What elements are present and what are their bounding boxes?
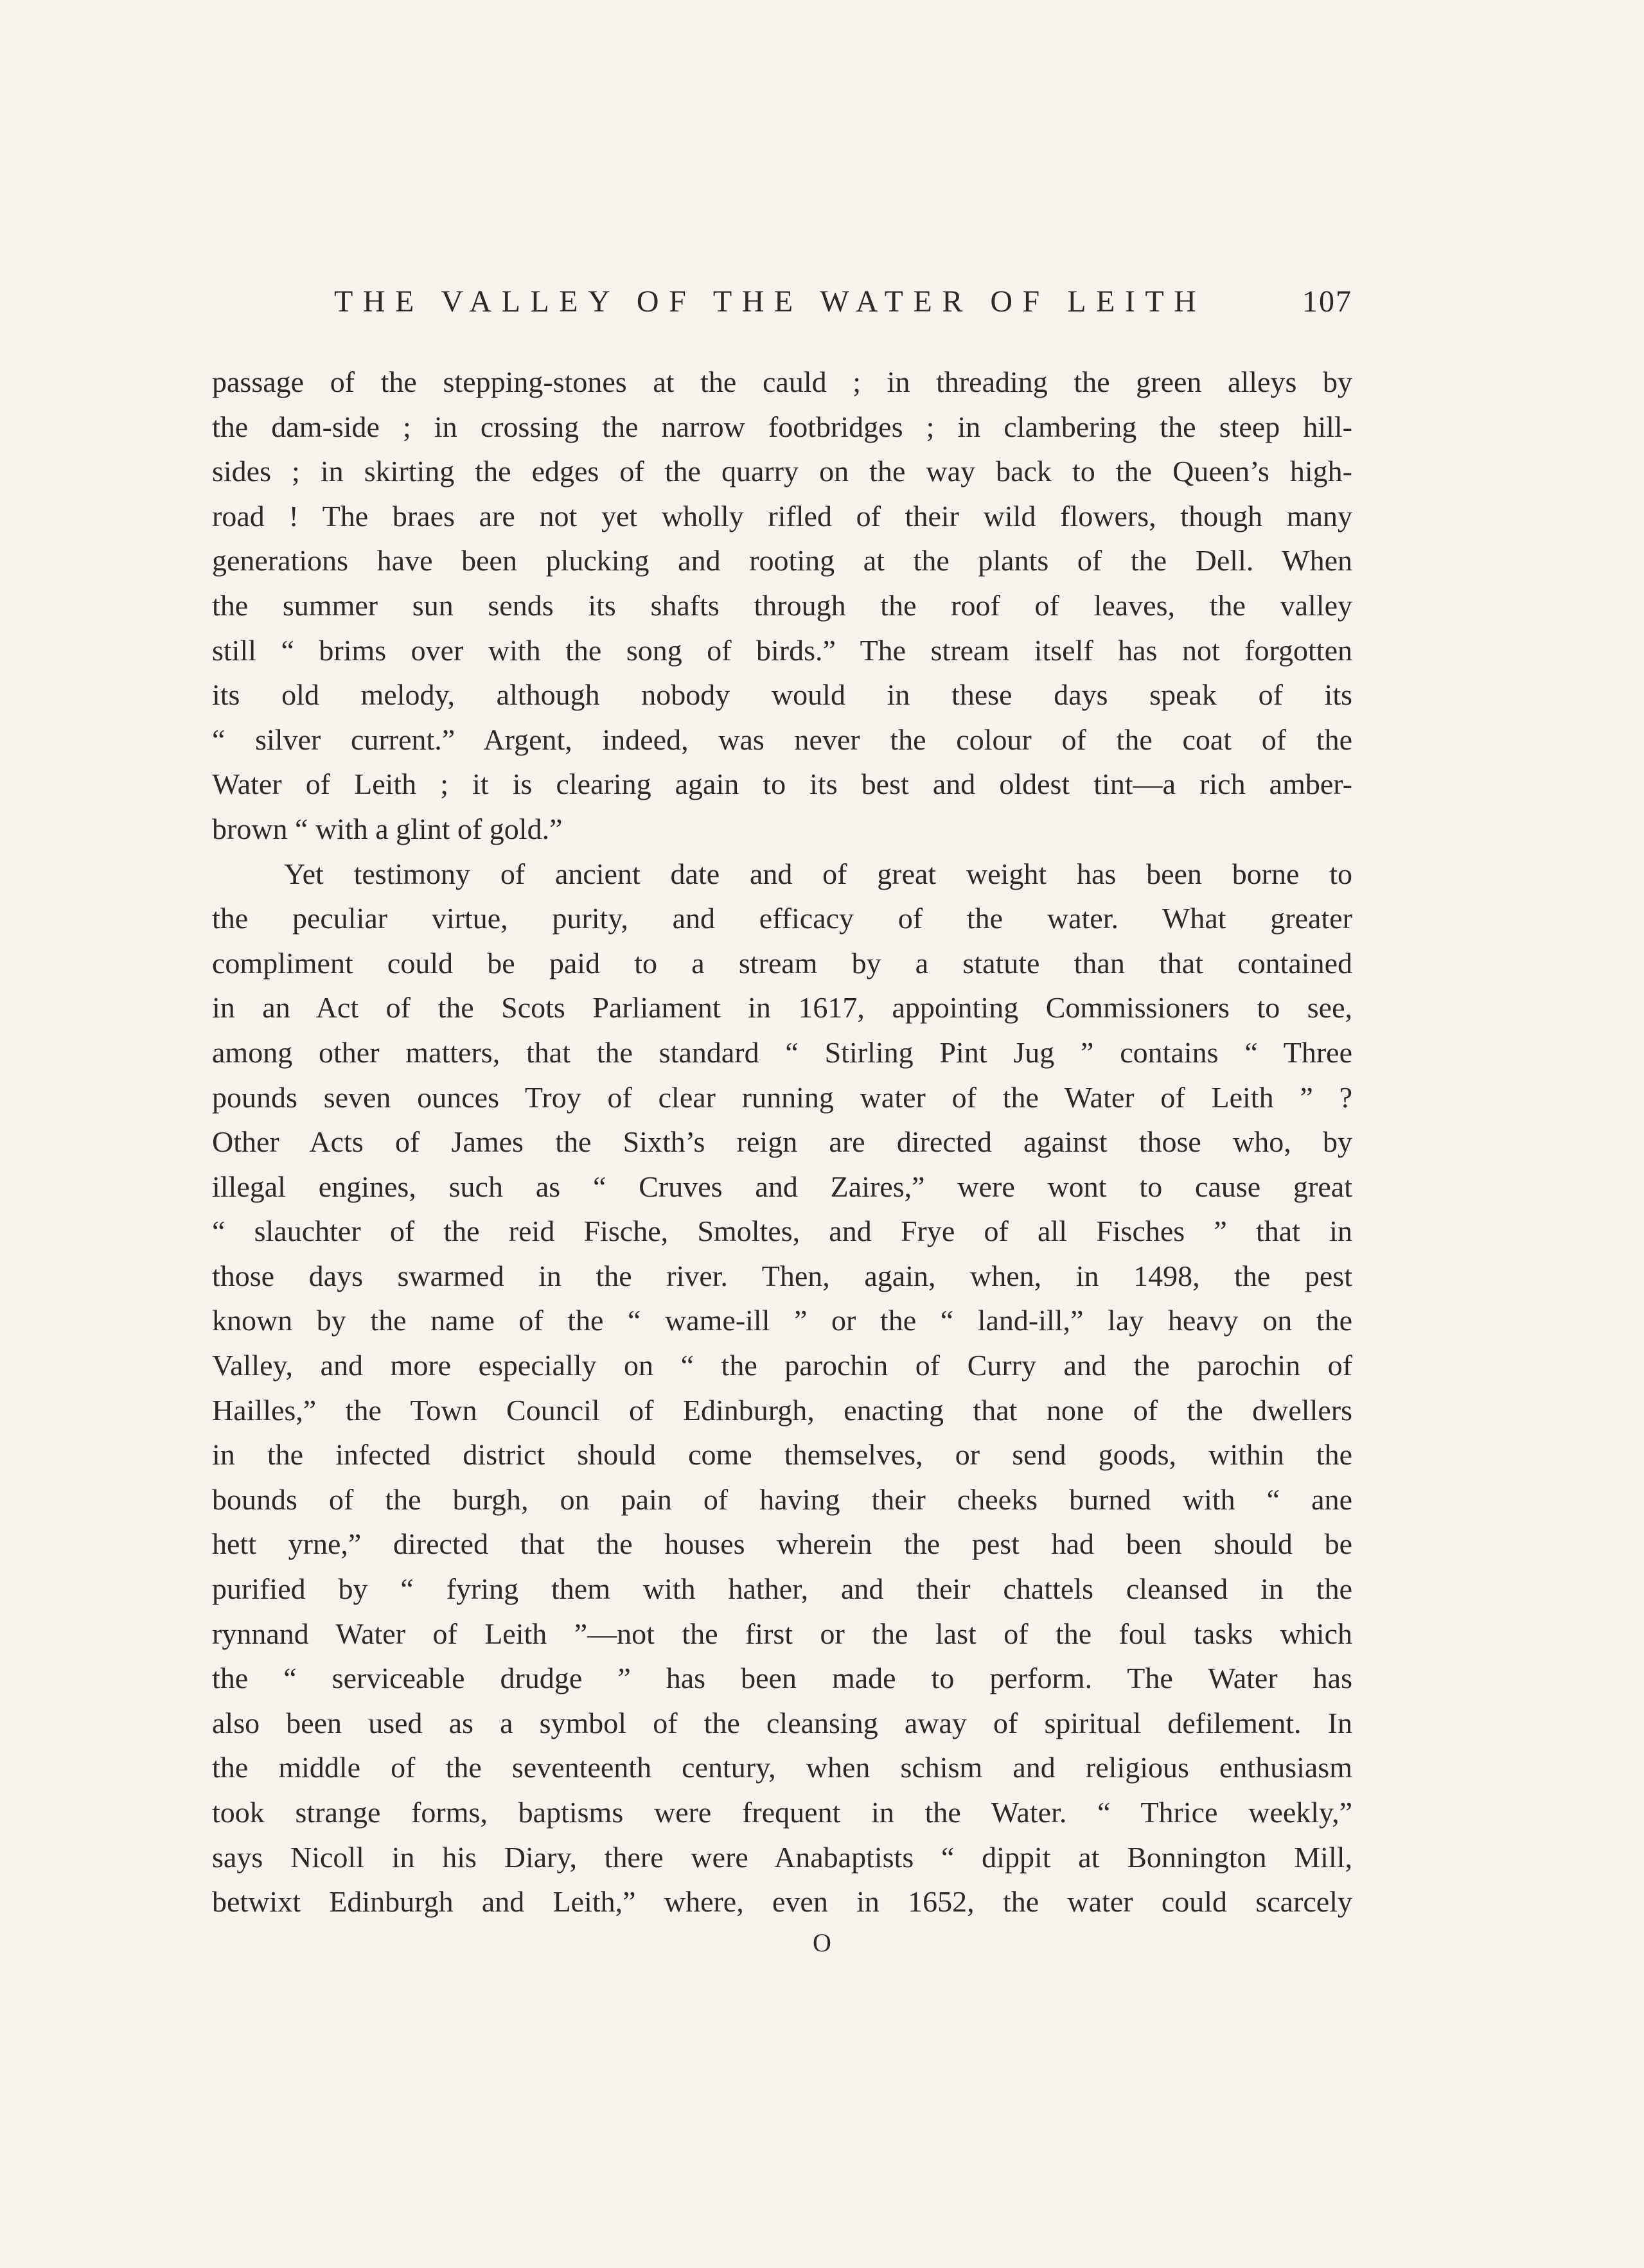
text-line: pounds seven ounces Troy of clear running water of the Water of Leith ” ? <box>212 1080 1352 1114</box>
text-line: “ silver current.” Argent, indeed, was never the colour of the coat of the <box>212 723 1352 756</box>
text-line: Valley, and more especially on “ the parochin of Curry and the parochin of <box>212 1349 1352 1382</box>
text-line: Water of Leith ; it is clearing again to its best and oldest tint—a rich amber- <box>212 768 1352 801</box>
text-line: the dam-side ; in crossing the narrow footbridges ; in clambering the steep hill- <box>212 410 1352 443</box>
text-line: among other matters, that the standard “ Stirling Pint Jug ” contains “ Three <box>212 1035 1352 1069</box>
text-line: betwixt Edinburgh and Leith,” where, even in 1652, the water could scarcely <box>212 1885 1352 1919</box>
text-line: rynnand Water of Leith ”—not the first or the last of the foul tasks which <box>212 1617 1352 1650</box>
text-line: took strange forms, baptisms were frequent in the Water. “ Thrice weekly,” <box>212 1796 1352 1829</box>
text-line: hett yrne,” directed that the houses wherein the pest had been should be <box>212 1527 1352 1561</box>
text-line: in the infected district should come themselves, or send goods, within the <box>212 1438 1352 1472</box>
text-line: illegal engines, such as “ Cruves and Zaires,” were wont to cause great <box>212 1170 1352 1203</box>
text-line: Other Acts of James the Sixth’s reign are directed against those who, by <box>212 1125 1352 1159</box>
text-line: the middle of the seventeenth century, when schism and religious enthusiasm <box>212 1751 1352 1784</box>
text-line: in an Act of the Scots Parliament in 1617, appointing Commissioners to see, <box>212 991 1352 1024</box>
text-line: Hailles,” the Town Council of Edinburgh, enacting that none of the dwellers <box>212 1393 1352 1427</box>
text-line: road ! The braes are not yet wholly rifled of their wild flowers, though many <box>212 499 1352 532</box>
text-line: still “ brims over with the song of birds.” The stream itself has not forgotten <box>212 633 1352 667</box>
text-line: “ slauchter of the reid Fische, Smoltes, and Frye of all Fisches ” that in <box>212 1215 1352 1248</box>
text-line: says Nicoll in his Diary, there were Anabaptists “ dippit at Bonnington Mill, <box>212 1840 1352 1874</box>
text-line: also been used as a symbol of the cleansing away of spiritual defilement. In <box>212 1706 1352 1739</box>
text-line: purified by “ fyring them with hather, and their chattels cleansed in the <box>212 1572 1352 1606</box>
text-line: the peculiar virtue, purity, and efficacy of the water. What greater <box>212 902 1352 935</box>
text-line: brown “ with a glint of gold.” <box>212 812 563 845</box>
text-line: generations have been plucking and rooting at the plants of the Dell. When <box>212 544 1352 577</box>
paragraph-1 <box>212 360 1352 852</box>
text-line: known by the name of the “ wame-ill ” or the “ land-ill,” lay heavy on the <box>212 1304 1352 1337</box>
text-line: its old melody, although nobody would in these days speak of its <box>212 678 1352 712</box>
text-line: those days swarmed in the river. Then, again, when, in 1498, the pest <box>212 1259 1352 1292</box>
page-number: 107 <box>1302 285 1352 319</box>
running-head <box>212 279 1352 324</box>
paragraph-2 <box>212 852 1352 1924</box>
running-title: THE VALLEY OF THE WATER OF LEITH <box>334 285 1206 319</box>
text-line: passage of the stepping-stones at the cauld ; in threading the green alleys by <box>212 365 1352 398</box>
text-line: Yet testimony of ancient date and of great weight has been borne to <box>284 857 1352 890</box>
text-line: compliment could be paid to a stream by a statute than that contained <box>212 946 1352 980</box>
text-line: sides ; in skirting the edges of the quarry on the way back to the Queen’s high- <box>212 455 1352 488</box>
signature-mark: O <box>813 1928 831 1957</box>
text-line: the summer sun sends its shafts through the roof of leaves, the valley <box>212 588 1352 622</box>
body-text <box>212 360 1352 1924</box>
text-line: bounds of the burgh, on pain of having their cheeks burned with “ ane <box>212 1482 1352 1516</box>
text-line: the “ serviceable drudge ” has been made to perform. The Water has <box>212 1662 1352 1695</box>
